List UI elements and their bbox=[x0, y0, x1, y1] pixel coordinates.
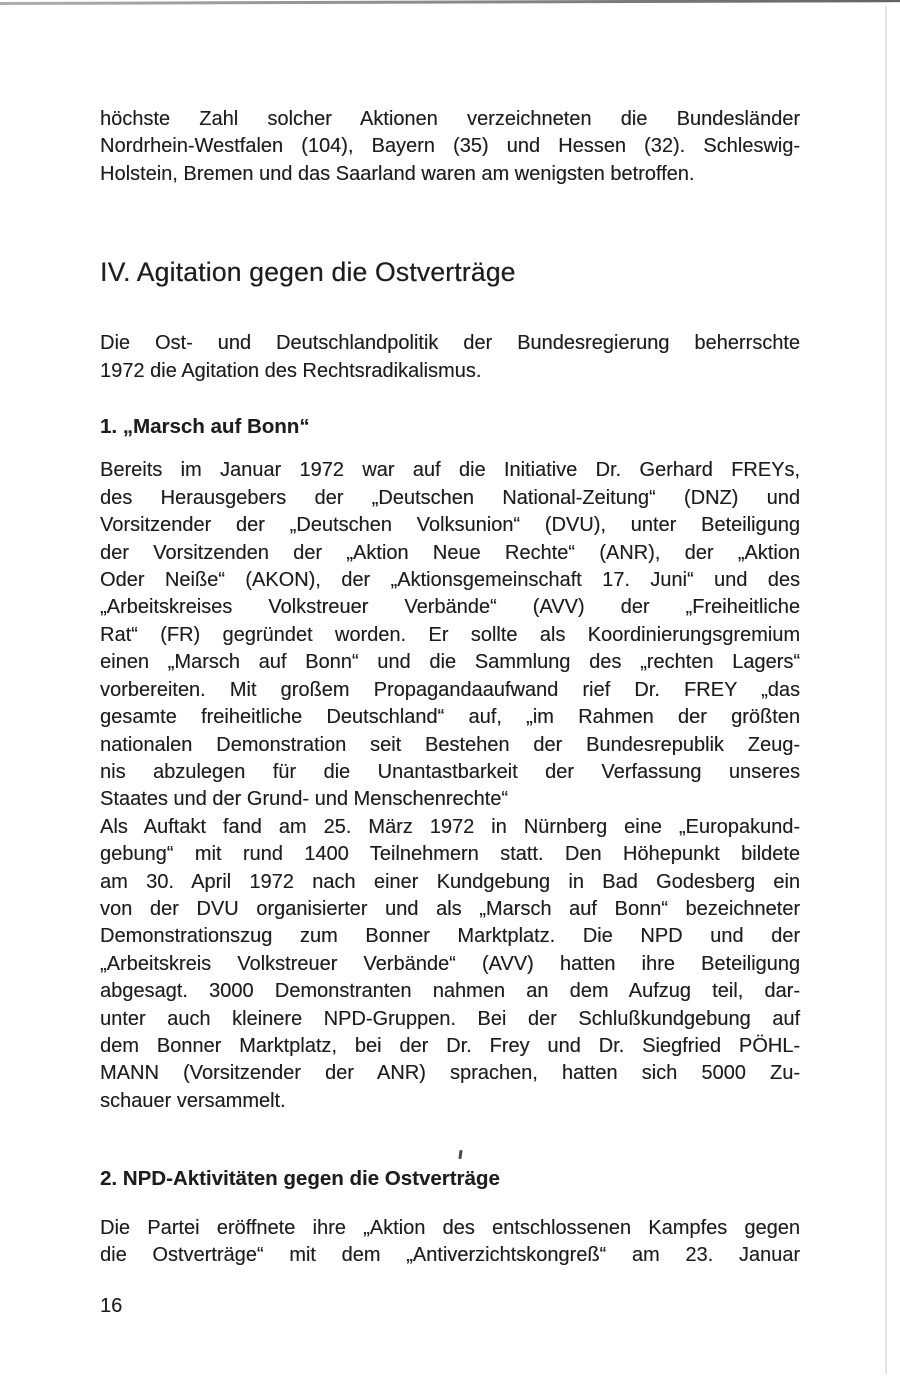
text-line: am 30. April 1972 nach einer Kundgebung in Bad Godesberg ein bbox=[100, 870, 800, 893]
text-line: von der DVU organisierter und als „Marsch auf Bonn“ bezeichneter bbox=[100, 897, 800, 920]
text-line: Die Ost- und Deutschlandpolitik der Bundesregierung beherrschte bbox=[100, 332, 800, 355]
text-line: Rat“ (FR) gegründet worden. Er sollte als Koordinierungsgremium bbox=[100, 623, 800, 646]
page-number: 16 bbox=[100, 1295, 123, 1318]
text-line: Demonstrationszug zum Bonner Marktplatz. Die NPD und der bbox=[100, 925, 800, 948]
text-line: Die Partei eröffnete ihre „Aktion des entschlossenen Kampfes gegen bbox=[100, 1216, 800, 1239]
text-line: vorbereiten. Mit großem Propagandaaufwand rief Dr. FREY „das bbox=[100, 678, 800, 701]
text-line: Holstein, Bremen und das Saarland waren am wenigsten betroffen. bbox=[100, 162, 695, 185]
text-line: Staates und der Grund- und Menschenrechte“ bbox=[100, 788, 509, 811]
scan-right-edge-artifact bbox=[885, 6, 887, 1374]
text-line: dem Bonner Marktplatz, bei der Dr. Frey und Dr. Siegfried PÖHL- bbox=[100, 1034, 800, 1057]
text-line: unter auch kleinere NPD-Gruppen. Bei der Schlußkundgebung auf bbox=[100, 1007, 800, 1030]
paragraph-subsection-1-b bbox=[100, 814, 800, 1115]
subsection-2-heading: 2. NPD-Aktivitäten gegen die Ostverträge bbox=[100, 1167, 500, 1191]
text-line: nis abzulegen für die Unantastbarkeit der Verfassung unseres bbox=[100, 760, 800, 783]
text-line: Nordrhein-Westfalen (104), Bayern (35) und Hessen (32). Schleswig- bbox=[100, 135, 800, 158]
page-content bbox=[100, 0, 800, 1321]
text-line: „Arbeitskreises Volkstreuer Verbände“ (AVV) der „Freiheitliche bbox=[100, 596, 800, 619]
text-line: Vorsitzender der „Deutschen Volksunion“ (DVU), unter Beteiligung bbox=[100, 514, 800, 537]
text-line: MANN (Vorsitzender der ANR) sprachen, hatten sich 5000 Zu- bbox=[100, 1062, 800, 1085]
text-line: einen „Marsch auf Bonn“ und die Sammlung des „rechten Lagers“ bbox=[100, 651, 800, 674]
text-line: höchste Zahl solcher Aktionen verzeichneten die Bundesländer bbox=[100, 108, 800, 130]
text-line: Oder Neiße“ (AKON), der „Aktionsgemeinschaft 17. Juni“ und des bbox=[100, 569, 800, 592]
paragraph-lead bbox=[100, 330, 800, 385]
text-line: abgesagt. 3000 Demonstranten nahmen an dem Aufzug teil, dar- bbox=[100, 980, 800, 1003]
text-line: schauer versammelt. bbox=[100, 1089, 286, 1112]
text-line: 1972 die Agitation des Rechtsradikalismus. bbox=[100, 359, 482, 382]
text-line: gesamte freiheitliche Deutschland“ auf, „im Rahmen der größten bbox=[100, 706, 800, 729]
text-line: der Vorsitzenden der „Aktion Neue Rechte“ (ANR), der „Aktion bbox=[100, 541, 800, 564]
text-line: gebung“ mit rund 1400 Teilnehmern statt. Den Höhepunkt bildete bbox=[100, 843, 800, 866]
paragraph-subsection-1-a bbox=[100, 457, 800, 813]
text-line: Bereits im Januar 1972 war auf die Initiative Dr. Gerhard FREYs, bbox=[100, 459, 800, 482]
paragraph-subsection-2 bbox=[100, 1215, 800, 1270]
text-line: die Ostverträge“ mit dem „Antiverzichtskongreß“ am 23. Januar bbox=[100, 1244, 800, 1266]
section-heading: IV. Agitation gegen die Ostverträge bbox=[100, 257, 516, 288]
text-line: Als Auftakt fand am 25. März 1972 in Nürnberg eine „Europakund- bbox=[100, 815, 800, 838]
subsection-1-heading: 1. „Marsch auf Bonn“ bbox=[100, 415, 310, 439]
paragraph-intro bbox=[100, 106, 800, 188]
text-line: nationalen Demonstration seit Bestehen der Bundesrepublik Zeug- bbox=[100, 733, 800, 756]
text-line: „Arbeitskreis Volkstreuer Verbände“ (AVV) hatten ihre Beteiligung bbox=[100, 952, 800, 975]
text-line: des Herausgebers der „Deutschen National-Zeitung“ (DNZ) und bbox=[100, 486, 800, 509]
